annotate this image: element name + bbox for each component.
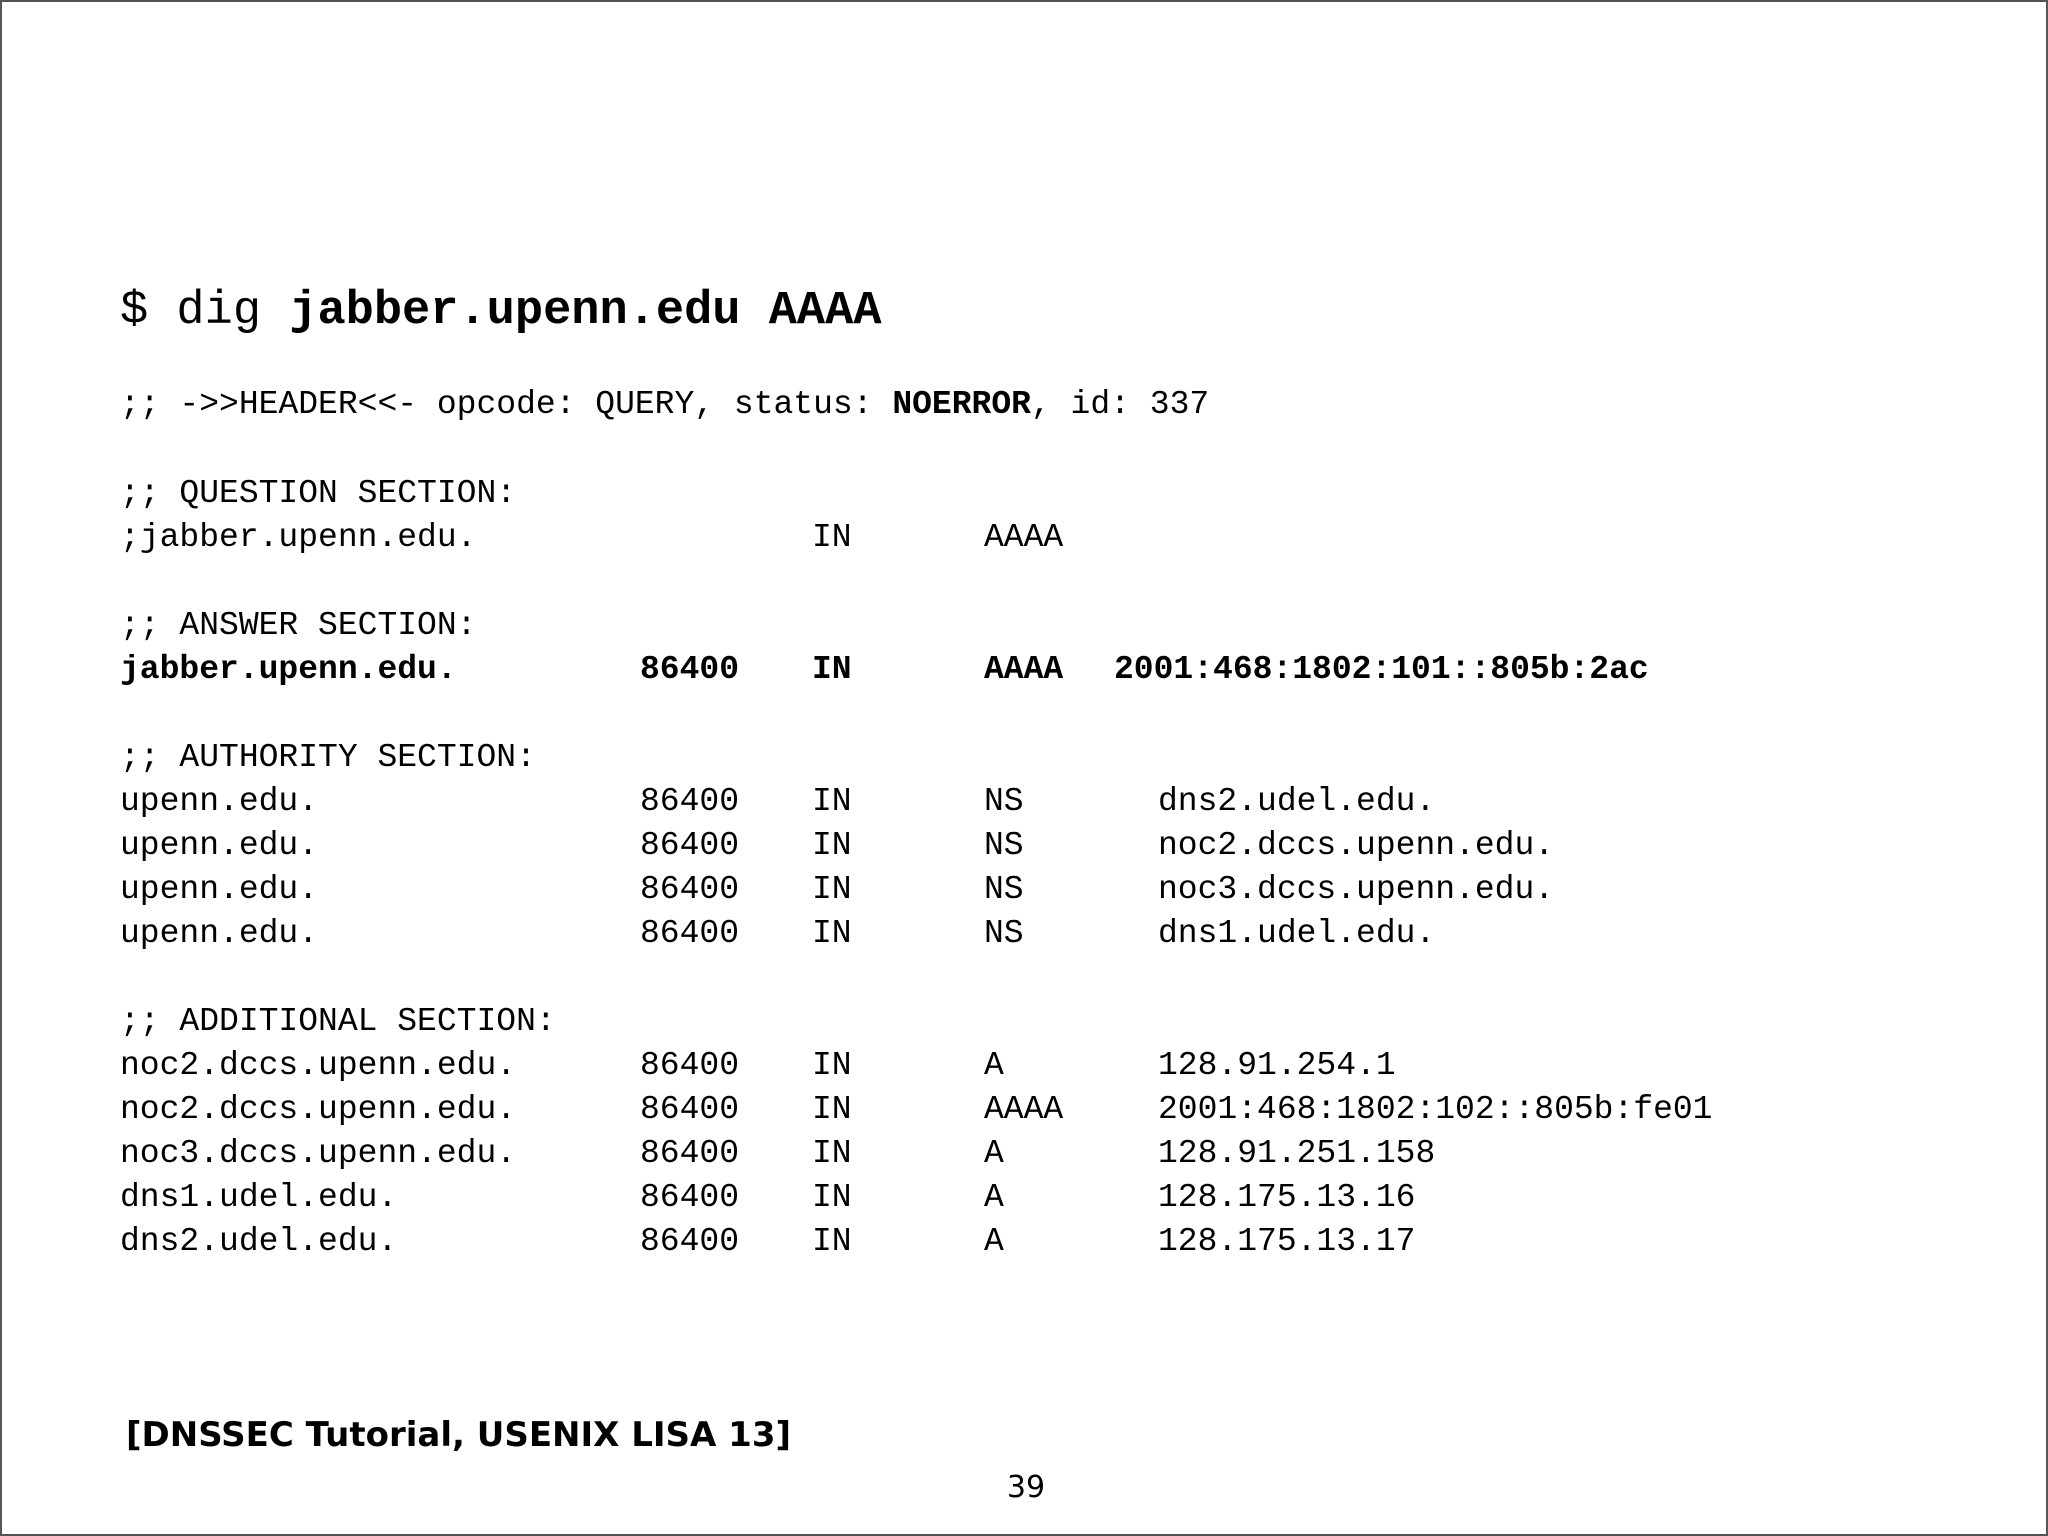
record-name: ;jabber.upenn.edu. <box>120 519 477 556</box>
record-class: IN <box>812 827 852 864</box>
record-name: upenn.edu. <box>120 827 319 864</box>
record-ttl: 86400 <box>640 1135 740 1172</box>
record-ttl: 86400 <box>640 871 740 908</box>
additional-record <box>2 1178 2048 1218</box>
response-header <box>120 385 1209 425</box>
record-type: NS <box>984 783 1024 820</box>
record-data: dns2.udel.edu. <box>1158 783 1436 820</box>
record-type: NS <box>984 871 1024 908</box>
authority-record <box>2 914 2048 954</box>
record-class: IN <box>812 915 852 952</box>
record-data: 2001:468:1802:101::805b:2ac <box>1114 651 1649 688</box>
command-query: jabber.upenn.edu AAAA <box>289 285 882 338</box>
record-data: 128.175.13.16 <box>1158 1179 1416 1216</box>
record-ttl: 86400 <box>640 827 740 864</box>
answer-record <box>2 650 2048 690</box>
record-name: dns2.udel.edu. <box>120 1223 398 1260</box>
record-data: dns1.udel.edu. <box>1158 915 1436 952</box>
record-data: 128.175.13.17 <box>1158 1223 1416 1260</box>
command-prompt: $ dig <box>120 285 290 338</box>
record-class: IN <box>812 1223 852 1260</box>
record-data: noc2.dccs.upenn.edu. <box>1158 827 1555 864</box>
record-name: dns1.udel.edu. <box>120 1179 398 1216</box>
question-section-label: ;; QUESTION SECTION: <box>120 475 517 512</box>
record-class: IN <box>812 1179 852 1216</box>
record-type: A <box>984 1223 1004 1260</box>
header-suffix: , id: 337 <box>1030 386 1210 423</box>
record-name: upenn.edu. <box>120 783 319 820</box>
question-record <box>2 518 2048 558</box>
record-type: A <box>984 1179 1004 1216</box>
record-type: AAAA <box>984 1091 1064 1128</box>
header-prefix: ;; ->>HEADER<<- opcode: QUERY, status: <box>120 386 893 423</box>
additional-section-label: ;; ADDITIONAL SECTION: <box>120 1003 556 1040</box>
record-class: IN <box>812 1047 852 1084</box>
authority-section-label: ;; AUTHORITY SECTION: <box>120 739 536 776</box>
record-class: IN <box>812 783 852 820</box>
record-class: IN <box>812 871 852 908</box>
authority-record <box>2 782 2048 822</box>
authority-record <box>2 826 2048 866</box>
record-name: noc3.dccs.upenn.edu. <box>120 1135 517 1172</box>
record-type: AAAA <box>984 519 1064 556</box>
record-ttl: 86400 <box>640 1091 740 1128</box>
record-class: IN <box>812 519 852 556</box>
record-name: noc2.dccs.upenn.edu. <box>120 1091 517 1128</box>
record-data: 2001:468:1802:102::805b:fe01 <box>1158 1091 1713 1128</box>
record-name: noc2.dccs.upenn.edu. <box>120 1047 517 1084</box>
record-name: jabber.upenn.edu. <box>120 651 457 688</box>
record-name: upenn.edu. <box>120 871 319 908</box>
record-ttl: 86400 <box>640 651 740 688</box>
record-class: IN <box>812 1135 852 1172</box>
citation: [DNSSEC Tutorial, USENIX LISA 13] <box>126 1415 792 1455</box>
dig-command <box>120 284 882 340</box>
authority-record <box>2 870 2048 910</box>
additional-record <box>2 1046 2048 1086</box>
record-ttl: 86400 <box>640 915 740 952</box>
record-ttl: 86400 <box>640 1223 740 1260</box>
record-ttl: 86400 <box>640 1047 740 1084</box>
page-number: 39 <box>1006 1470 1046 1505</box>
record-name: upenn.edu. <box>120 915 319 952</box>
record-type: A <box>984 1135 1004 1172</box>
record-class: IN <box>812 651 852 688</box>
record-type: NS <box>984 827 1024 864</box>
additional-record <box>2 1222 2048 1262</box>
record-data: 128.91.254.1 <box>1158 1047 1396 1084</box>
record-type: NS <box>984 915 1024 952</box>
record-data: noc3.dccs.upenn.edu. <box>1158 871 1555 908</box>
record-type: AAAA <box>984 651 1064 688</box>
record-ttl: 86400 <box>640 783 740 820</box>
header-status: NOERROR <box>892 386 1031 423</box>
record-data: 128.91.251.158 <box>1158 1135 1436 1172</box>
record-type: A <box>984 1047 1004 1084</box>
additional-record <box>2 1090 2048 1130</box>
additional-record <box>2 1134 2048 1174</box>
record-class: IN <box>812 1091 852 1128</box>
record-ttl: 86400 <box>640 1179 740 1216</box>
answer-section-label: ;; ANSWER SECTION: <box>120 607 477 644</box>
